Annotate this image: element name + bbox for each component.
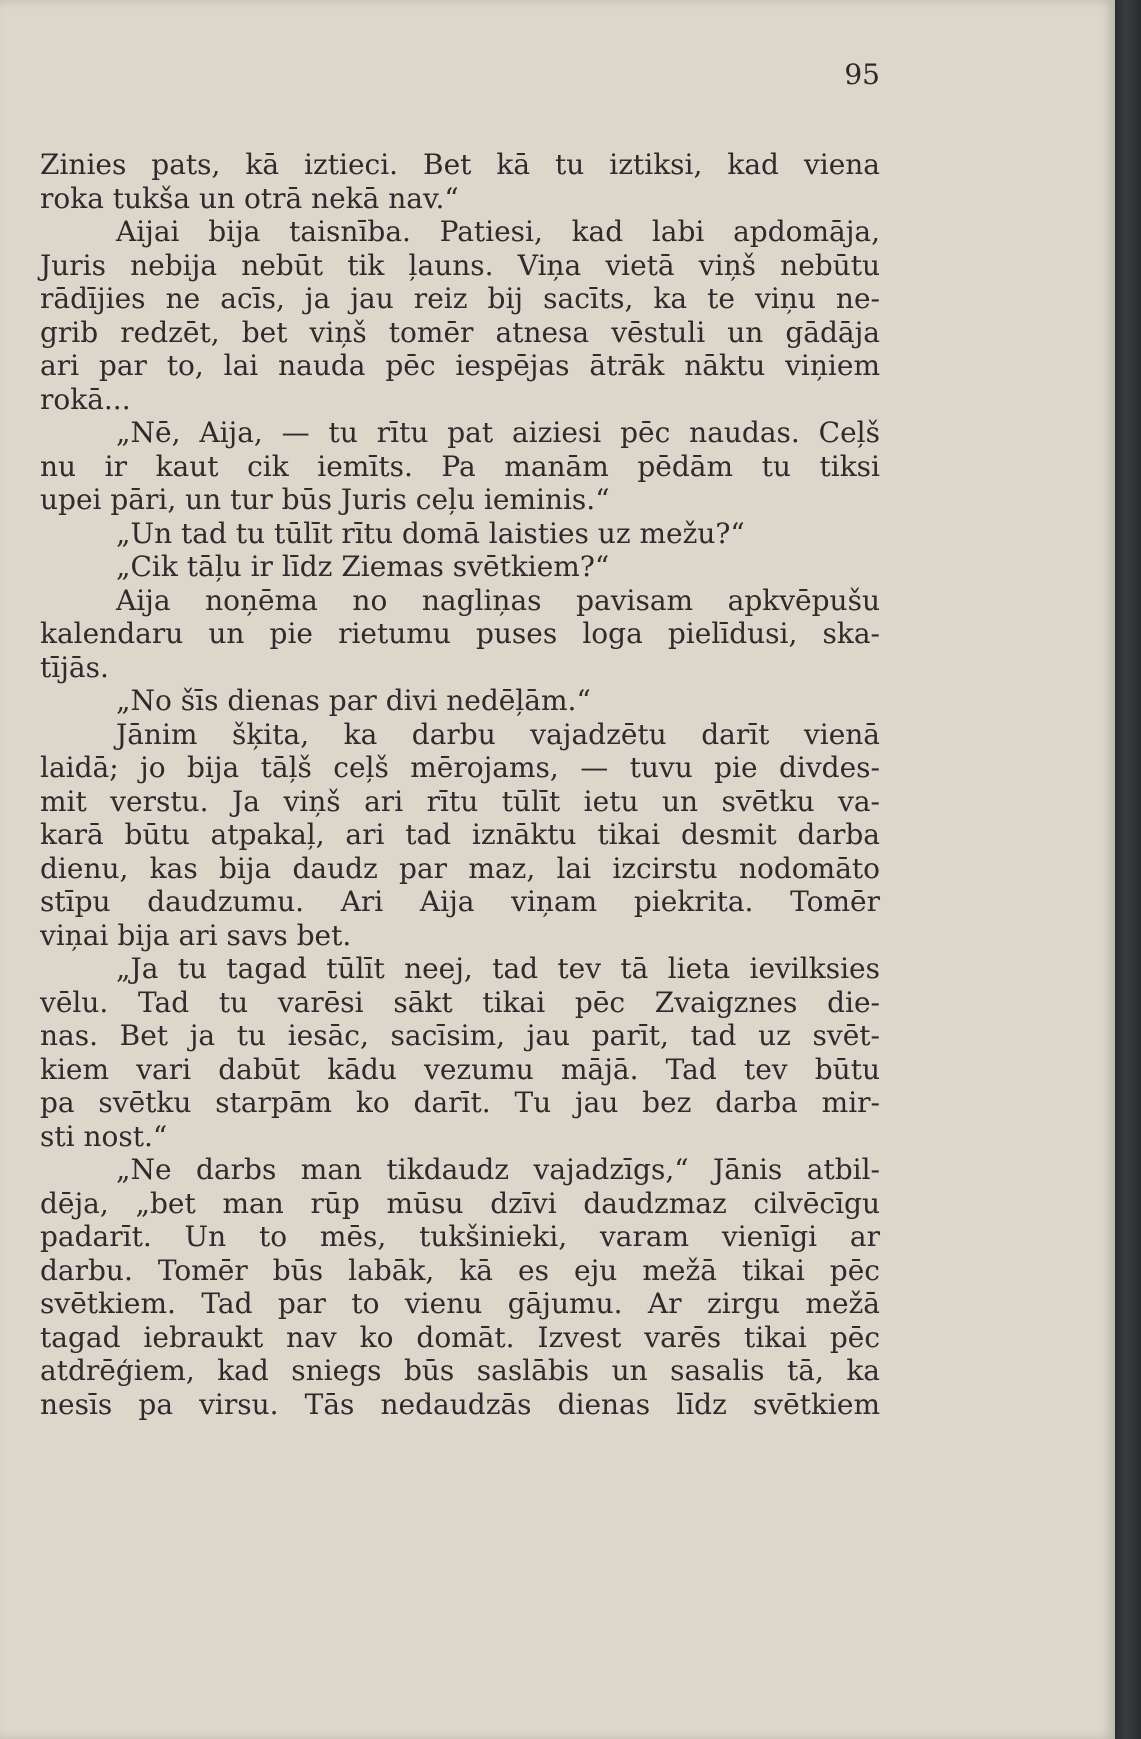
text-line: padarīt. Un to mēs, tukšinieki, varam vienīgi ar [40,1220,880,1253]
page-number: 95 [844,58,880,91]
text-line: kiem vari dabūt kādu vezumu mājā. Tad tev būtu [40,1052,880,1086]
text-line: ari par to, lai nauda pēc iespējas ātrāk nāktu viņiem [40,349,880,382]
text-line: nas. Bet ja tu iesāc, sacīsim, jau parīt, tad uz svēt- [40,1019,880,1052]
text-line: laidā; jo bija tāļš ceļš mērojams, — tuvu pie divdes- [40,751,880,784]
text-line: stīpu daudzumu. Ari Aija viņam piekrita. Tomēr [40,885,880,918]
text-line: darbu. Tomēr būs labāk, kā es eju mežā tikai pēc [40,1253,880,1287]
text-line: grib redzēt, bet viņš tomēr atnesa vēstuli un gādāja [40,315,880,349]
paragraph-start-line: „Ja tu tagad tūlīt neej, tad tev tā lieta ievilksies [116,952,880,985]
text-line: karā būtu atpakaļ, ari tad iznāktu tikai desmit darba [40,818,880,851]
paragraph-start-line: „Ne darbs man tikdaudz vajadzīgs,“ Jānis atbil- [116,1153,880,1186]
text-line: vēlu. Tad tu varēsi sākt tikai pēc Zvaigznes die- [40,985,880,1019]
paragraph-start-line: „Un tad tu tūlīt rītu domā laisties uz mežu?“ [116,516,745,550]
paragraph-start-line: Aija noņēma no nagliņas pavisam apkvēpušu [116,583,880,617]
body-text [40,148,880,1421]
text-line: rokā... [40,382,131,416]
text-line: viņai bija ari savs bet. [40,918,352,952]
text-line: Zinies pats, kā iztieci. Bet kā tu iztiksi, kad viena [40,148,880,181]
text-line: tagad iebraukt nav ko domāt. Izvest varēs tikai pēc [40,1320,880,1354]
text-line: roka tukša un otrā nekā nav.“ [40,181,459,215]
paragraph-start-line: „Cik tāļu ir līdz Ziemas svētkiem?“ [116,550,610,583]
text-line: dēja, „bet man rūp mūsu dzīvi daudzmaz cilvēcīgu [40,1186,880,1220]
scanner-edge [1115,0,1141,1739]
text-line: tījās. [40,650,109,684]
text-line: rādījies ne acīs, ja jau reiz bij sacīts, ka te viņu ne- [40,282,880,315]
text-line: atdrēģiem, kad sniegs būs saslābis un sasalis tā, ka [40,1354,880,1387]
paragraph-start-line: Jānim šķita, ka darbu vajadzētu darīt vienā [116,717,880,751]
text-line: upei pāri, un tur būs Juris ceļu ieminis.“ [40,483,610,516]
text-line: sti nost.“ [40,1119,168,1153]
paragraph-start-line: „No šīs dienas par divi nedēļām.“ [116,684,591,717]
text-line: mit verstu. Ja viņš ari rītu tūlīt ietu un svētku va- [40,784,880,818]
text-line: nu ir kaut cik iemīts. Pa manām pēdām tu tiksi [40,449,880,483]
paragraph-start-line: Aijai bija taisnība. Patiesi, kad labi apdomāja, [116,215,880,248]
text-line: Juris nebija nebūt tik ļauns. Viņa vietā viņš nebūtu [40,248,880,282]
text-line: pa svētku starpām ko darīt. Tu jau bez darba mir- [40,1086,880,1119]
text-line: dienu, kas bija daudz par maz, lai izcirstu nodomāto [40,851,880,885]
text-line: nesīs pa virsu. Tās nedaudzās dienas līdz svētkiem [40,1387,880,1421]
text-line: svētkiem. Tad par to vienu gājumu. Ar zirgu mežā [40,1287,880,1320]
paragraph-start-line: „Nē, Aija, — tu rītu pat aiziesi pēc naudas. Ceļš [116,416,880,449]
text-line: kalendaru un pie rietumu puses loga pielīdusi, ska- [40,617,880,650]
